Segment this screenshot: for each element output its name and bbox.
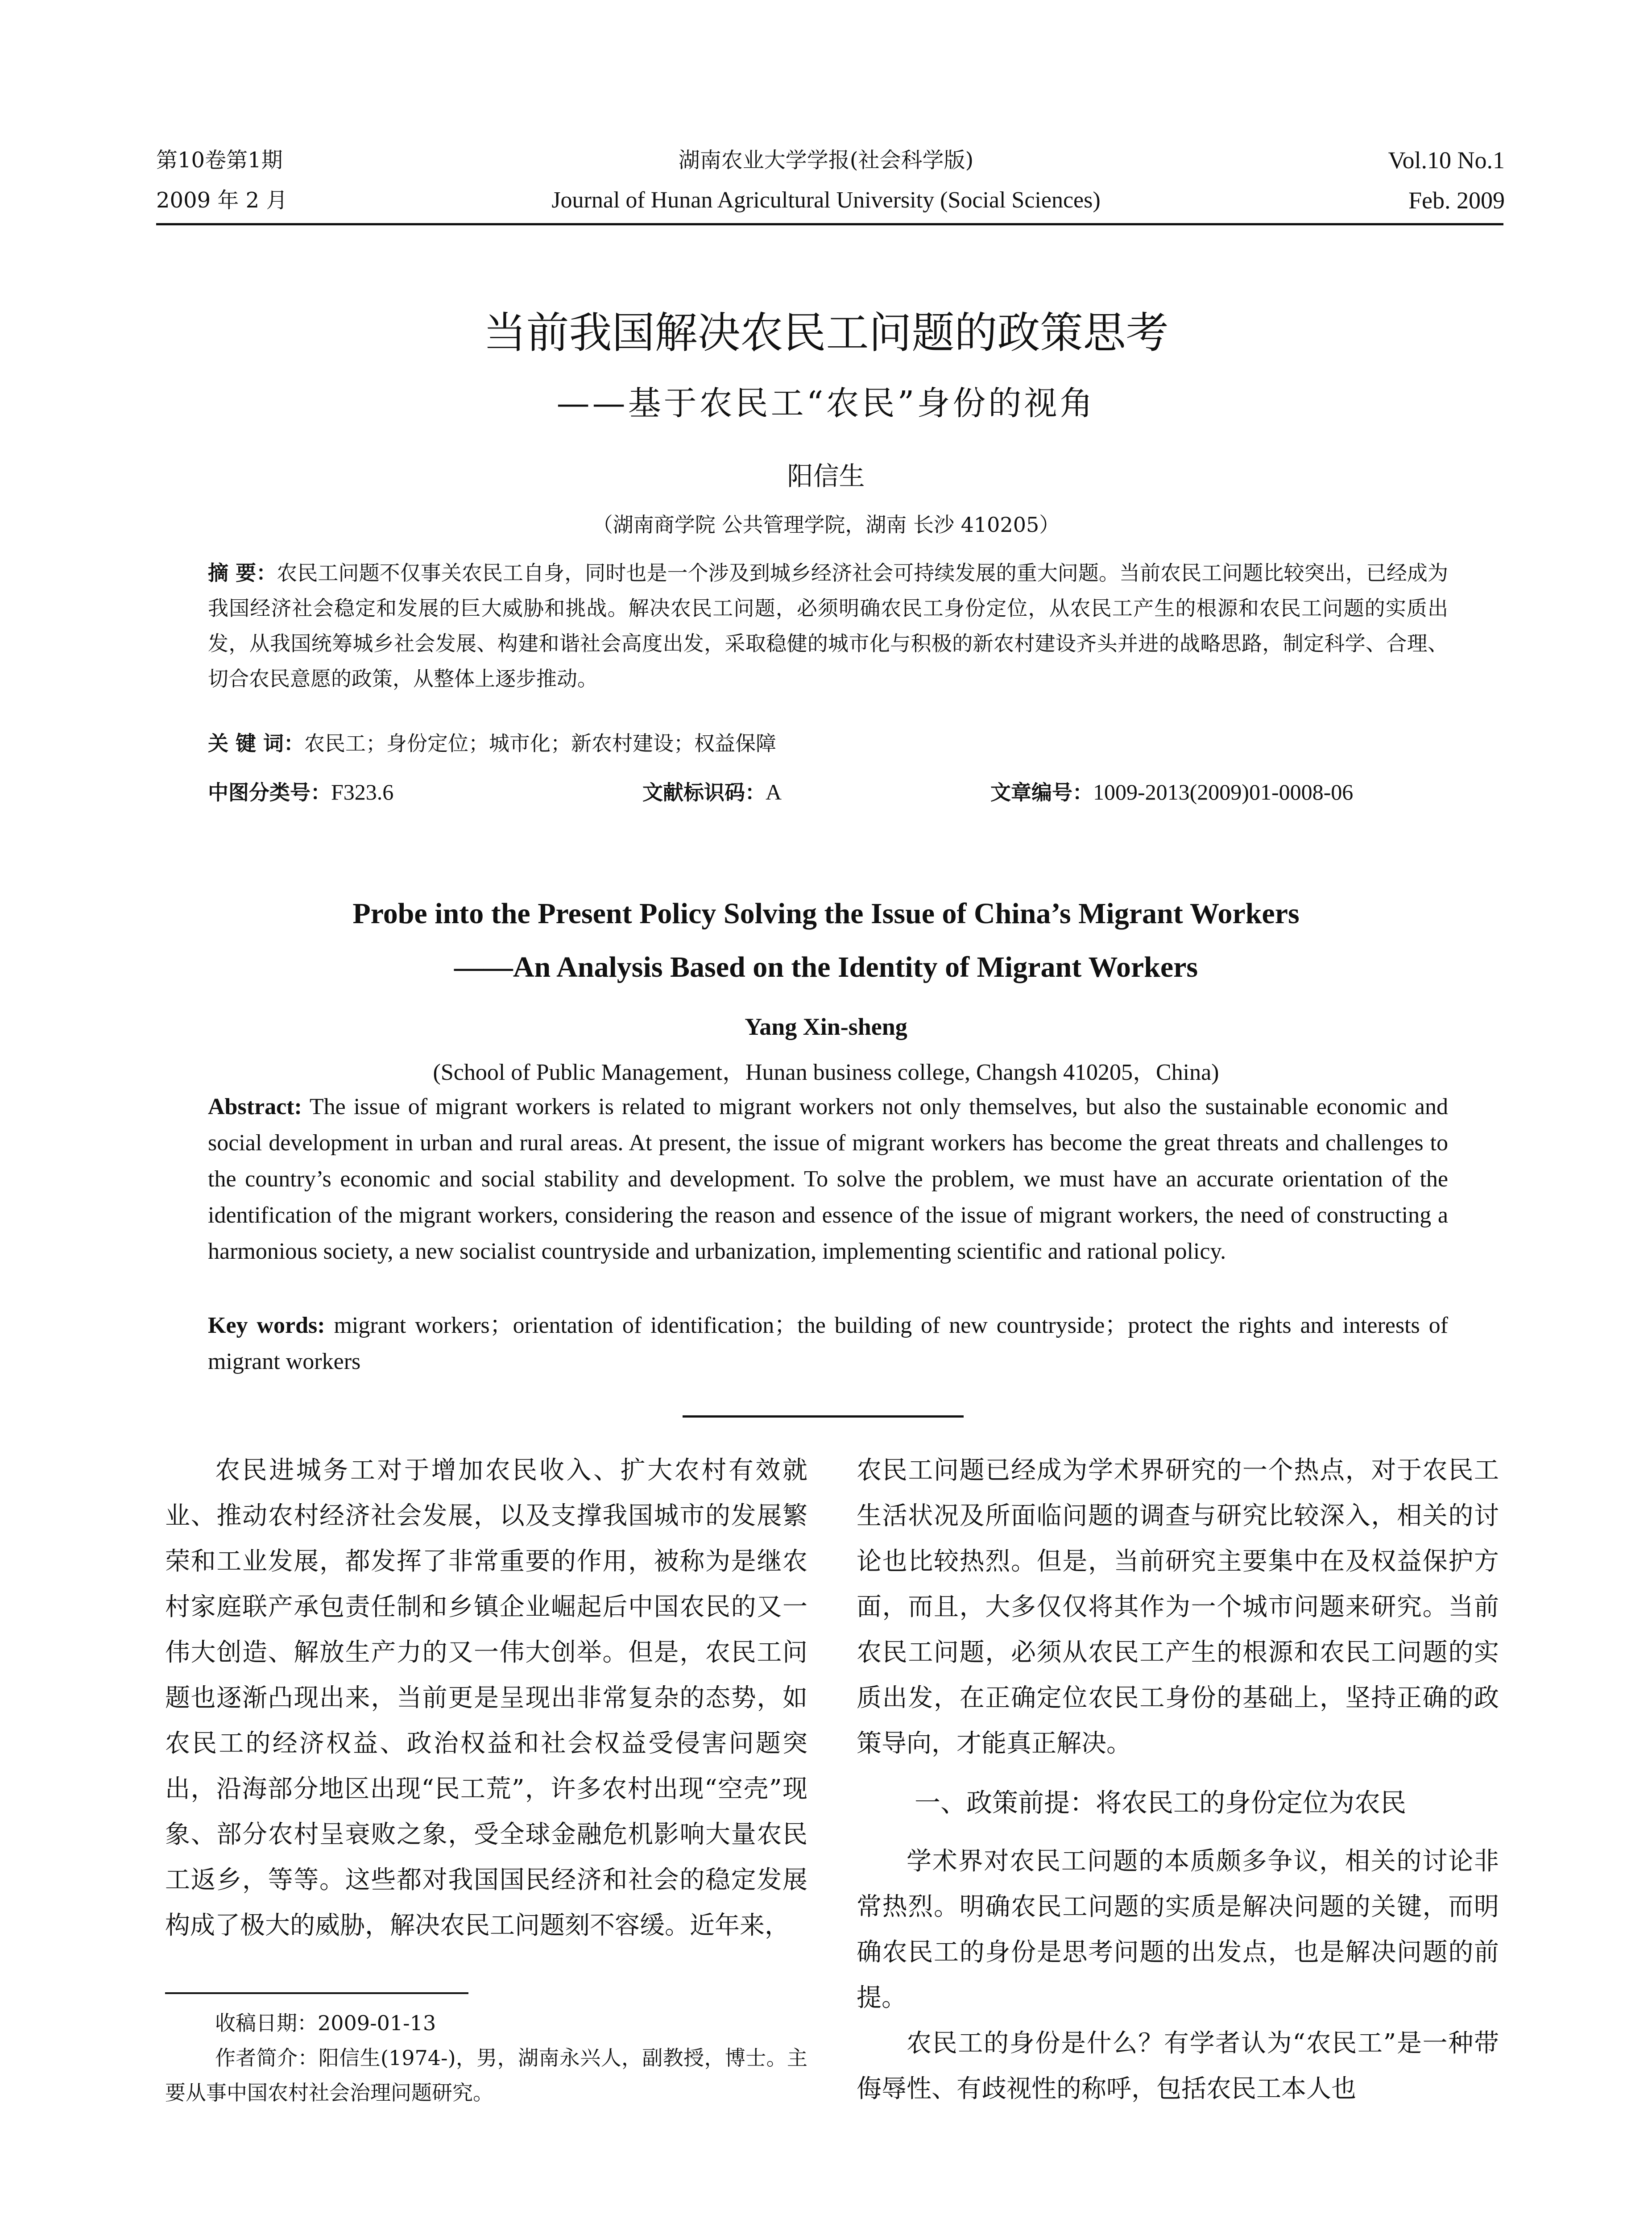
article-subtitle-cn: ——基于农民工“农民”身份的视角 xyxy=(556,384,1096,423)
journal-name-en: Journal of Hunan Agricultural University (Social Sciences) xyxy=(551,187,1101,213)
keywords-cn-text: 农民工；身份定位；城市化；新农村建设；权益保障 xyxy=(304,731,777,755)
footnotes xyxy=(165,2006,807,2110)
document-code xyxy=(642,776,782,806)
article-number-label: 文章编号： xyxy=(990,780,1093,804)
article-number xyxy=(990,776,1353,806)
abstract-cn xyxy=(208,556,1448,697)
article-title-cn: 当前我国解决农民工问题的政策思考 xyxy=(483,308,1169,358)
clc-value: F323.6 xyxy=(331,780,394,804)
abstract-en xyxy=(208,1089,1448,1269)
abstract-en-label: Abstract: xyxy=(208,1094,302,1120)
body-right-column xyxy=(857,1448,1499,2112)
received-date: 收稿日期：2009-01-13 xyxy=(215,2011,436,2035)
keywords-cn xyxy=(208,727,776,757)
clc-number xyxy=(208,776,393,806)
clc-label: 中图分类号： xyxy=(208,780,331,804)
article-number-value: 1009-2013(2009)01-0008-06 xyxy=(1093,780,1354,804)
keywords-en xyxy=(208,1307,1448,1380)
article-subtitle-en: ——An Analysis Based on the Identity of Migrant Workers xyxy=(454,951,1198,983)
body-left-column xyxy=(165,1448,807,1949)
body-paragraph: 农民工的身份是什么？有学者认为“农民工”是一种带侮辱性、有歧视性的称呼，包括农民工本人也 xyxy=(857,2029,1499,2103)
body-paragraph: 农民进城务工对于增加农民收入、扩大农村有效就业、推动农村经济社会发展，以及支撑我国城市的发展繁荣和工业发展，都发挥了非常重要的作用，被称为是继农村家庭联产承包责任制和乡镇企业崛起后中国农民的又一伟大创造、解放生产力的又一伟大创举。但是，农民工问题也逐渐凸现出来，当前更是呈现出非常复杂的态势，如农民工的经济权益、政治权益和社会权益受侵害问题突出，沿海部分地区出现“民工荒”，许多农村出现“空壳”现象、部分农村呈衰败之象，受全球金融危机影响大量农民工返乡，等等。这些都对我国国民经济和社会的稳定发展构成了极大的威胁，解决农民工问题刻不容缓。近年来， xyxy=(165,1456,807,1940)
date-en: Feb. 2009 xyxy=(1408,187,1505,214)
abstract-cn-text: 农民工问题不仅事关农民工自身，同时也是一个涉及到城乡经济社会可持续发展的重大问题。当前农民工问题比较突出，已经成为我国经济社会稳定和发展的巨大威胁和挑战。解决农民工问题，必须明确农民工身份定位，从农民工产生的根源和农民工问题的实质出发，从我国统筹城乡社会发展、构建和谐社会高度出发，采取稳健的城市化与积极的新农村建设齐头并进的战略思路，制定科学、合理、切合农民意愿的政策，从整体上逐步推动。 xyxy=(208,561,1448,691)
affiliation-cn: （湖南商学院 公共管理学院，湖南 长沙 410205） xyxy=(592,513,1060,537)
body-paragraph: 农民工问题已经成为学术界研究的一个热点，对于农民工生活状况及所面临问题的调查与研究比较深入，相关的讨论也比较热烈。但是，当前研究主要集中在及权益保护方面，而且，大多仅仅将其作为一个城市问题来研究。当前农民工问题，必须从农民工产生的根源和农民工问题的实质出发，在正确定位农民工身份的基础上，坚持正确的政策导向，才能真正解决。 xyxy=(857,1456,1499,1758)
doc-code-value: A xyxy=(766,780,782,804)
footnote-rule xyxy=(165,1992,468,1994)
author-bio: 作者简介：阳信生(1974-)，男，湖南永兴人，副教授，博士。主要从事中国农村社会治理问题研究。 xyxy=(165,2046,807,2105)
keywords-en-text: migrant workers；orientation of identification；the building of new countryside；protect the rights and interests of migrant workers xyxy=(208,1313,1448,1374)
section-heading: 一、政策前提：将农民工的身份定位为农民 xyxy=(915,1787,1407,1818)
section-divider xyxy=(683,1415,964,1418)
header-rule xyxy=(156,223,1503,225)
abstract-cn-label: 摘 要： xyxy=(208,561,277,585)
keywords-en-label: Key words: xyxy=(208,1313,325,1338)
abstract-en-text: The issue of migrant workers is related to migrant workers not only themselves, but also the sustainable economic and social development in urban and rural areas. At present, the issue of migrant workers has become the great threats and challenges to the country’s economic and social stability and development. To solve the problem, we must have an accurate orientation of the identification of the migrant workers, considering the reason and essence of the issue of migrant workers, the need of constructing a harmonious society, a new socialist countryside and urbanization, implementing scientific and rational policy. xyxy=(208,1094,1448,1264)
author-en: Yang Xin-sheng xyxy=(745,1013,907,1040)
article-title-en: Probe into the Present Policy Solving the Issue of China’s Migrant Workers xyxy=(352,897,1300,930)
affiliation-en: (School of Public Management，Hunan business college, Changsh 410205，China) xyxy=(433,1060,1219,1085)
author-cn: 阳信生 xyxy=(787,461,865,491)
journal-name-cn: 湖南农业大学学报(社会科学版) xyxy=(678,148,974,173)
body-paragraph: 学术界对农民工问题的本质颇多争议，相关的讨论非常热烈。明确农民工问题的实质是解决问题的关键，而明确农民工的身份是思考问题的出发点，也是解决问题的前提。 xyxy=(857,1847,1499,2012)
keywords-cn-label: 关 键 词： xyxy=(208,731,305,755)
volume-issue: 第10卷第1期 xyxy=(156,148,283,173)
volume-en: Vol.10 No.1 xyxy=(1388,147,1505,174)
doc-code-label: 文献标识码： xyxy=(642,780,766,804)
date-cn: 2009 年 2 月 xyxy=(156,188,288,213)
